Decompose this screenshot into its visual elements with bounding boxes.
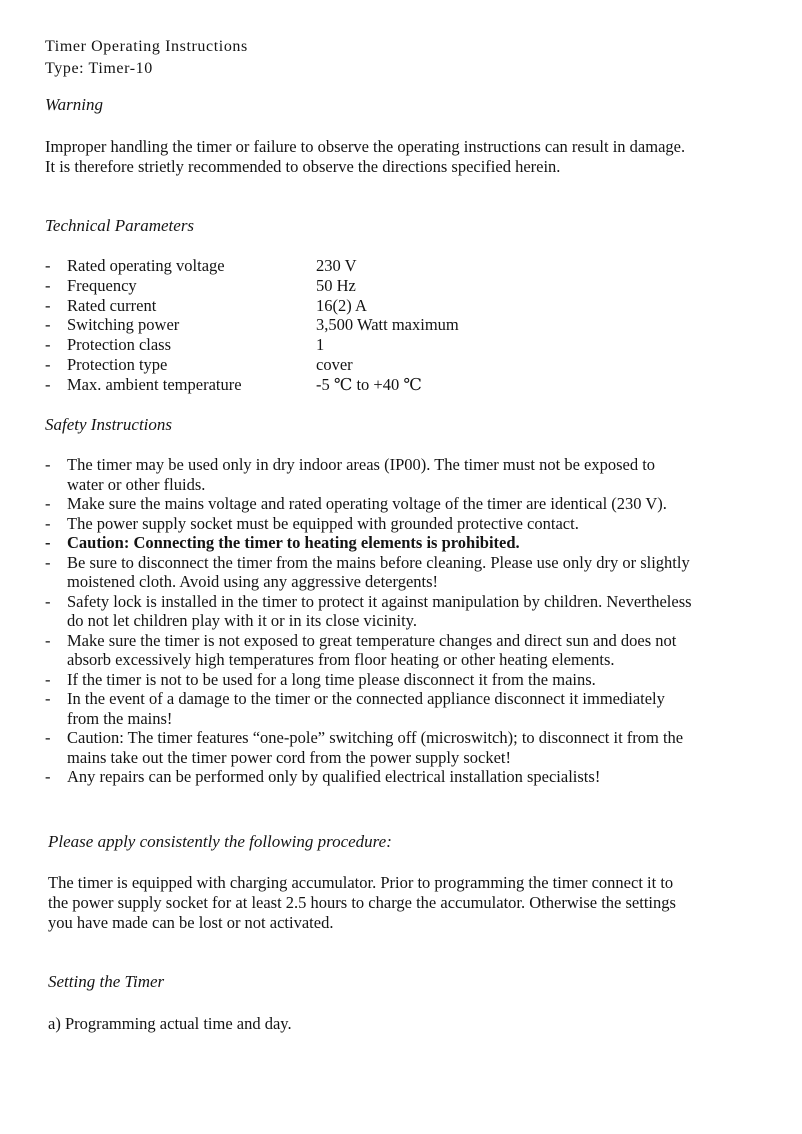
parameter-label: Protection type bbox=[67, 355, 168, 374]
setting-step-a: a) Programming actual time and day. bbox=[48, 1014, 292, 1033]
parameter-value: -5 ℃ to +40 ℃ bbox=[316, 375, 422, 394]
list-dash: - bbox=[45, 728, 51, 747]
list-dash: - bbox=[45, 552, 51, 572]
item-line: water or other fluids. bbox=[67, 474, 206, 494]
list-dash: - bbox=[45, 591, 51, 611]
procedure-text-line-2: the power supply socket for at least 2.5 hours to charge the accumulator. Otherwise the settings bbox=[48, 893, 676, 912]
list-dash: - bbox=[45, 315, 51, 334]
safety-instructions-list bbox=[45, 455, 775, 787]
list-dash: - bbox=[45, 256, 51, 275]
procedure-text-line-1: The timer is equipped with charging accumulator. Prior to programming the timer connect it to bbox=[48, 873, 674, 892]
item-line: absorb excessively high temperatures from floor heating or other heating elements. bbox=[67, 650, 615, 669]
item-line: Caution: The timer features “one-pole” switching off (microswitch); to disconnect it from the bbox=[67, 728, 684, 747]
item-line: Make sure the timer is not exposed to great temperature changes and direct sun and does not bbox=[67, 630, 677, 650]
item-line: The timer may be used only in dry indoor areas (IP00). The timer must not be exposed to bbox=[67, 455, 656, 474]
list-item bbox=[45, 767, 775, 787]
list-dash: - bbox=[45, 630, 51, 650]
list-dash: - bbox=[45, 355, 51, 374]
item-line: moistened cloth. Avoid using any aggressive detergents! bbox=[67, 572, 439, 591]
item-line: Make sure the mains voltage and rated operating voltage of the timer are identical (230 V). bbox=[67, 494, 667, 513]
warning-text-line-1: Improper handling the timer or failure to observe the operating instructions can result in damage. bbox=[45, 137, 686, 156]
parameter-value: cover bbox=[316, 355, 353, 374]
procedure-text-line-3: you have made can be lost or not activated. bbox=[48, 913, 334, 932]
list-item bbox=[45, 553, 775, 592]
item-line: Caution: Connecting the timer to heating elements is prohibited. bbox=[67, 533, 520, 552]
parameter-value: 230 V bbox=[316, 256, 357, 275]
list-item bbox=[45, 728, 775, 767]
list-dash: - bbox=[45, 689, 51, 708]
item-line: Be sure to disconnect the timer from the mains before cleaning. Please use only dry or slightly bbox=[67, 552, 690, 572]
setting-timer-heading: Setting the Timer bbox=[48, 972, 165, 991]
parameter-label: Switching power bbox=[67, 315, 180, 334]
parameter-label: Rated operating voltage bbox=[67, 256, 225, 275]
list-item bbox=[45, 514, 775, 534]
document-type: Type: Timer-10 bbox=[45, 60, 153, 77]
warning-text-line-2: It is therefore strietly recommended to observe the directions specified herein. bbox=[45, 157, 561, 176]
list-item-caution bbox=[45, 533, 775, 553]
item-line: do not let children play with it or in its close vicinity. bbox=[67, 611, 417, 630]
parameter-value: 16(2) A bbox=[316, 296, 367, 315]
list-dash: - bbox=[45, 767, 51, 786]
item-line: from the mains! bbox=[67, 708, 173, 728]
list-dash: - bbox=[45, 669, 51, 689]
parameter-label: Rated current bbox=[67, 296, 157, 315]
list-dash: - bbox=[45, 335, 51, 354]
list-dash: - bbox=[45, 276, 51, 295]
list-dash: - bbox=[45, 494, 51, 513]
item-line: Safety lock is installed in the timer to protect it against manipulation by children. Nevertheless bbox=[67, 591, 692, 611]
safety-instructions-heading: Safety Instructions bbox=[45, 415, 173, 434]
parameter-label: Protection class bbox=[67, 335, 172, 354]
list-dash: - bbox=[45, 455, 51, 474]
list-dash: - bbox=[45, 513, 51, 533]
list-item bbox=[45, 689, 775, 728]
warning-heading: Warning bbox=[45, 95, 103, 114]
list-item bbox=[45, 494, 775, 514]
list-item bbox=[45, 631, 775, 670]
parameter-value: 3,500 Watt maximum bbox=[316, 315, 459, 334]
document-title: Timer Operating Instructions bbox=[45, 38, 248, 55]
item-line: mains take out the timer power cord from the power supply socket! bbox=[67, 747, 512, 767]
list-item bbox=[45, 592, 775, 631]
list-item bbox=[45, 670, 775, 690]
item-line: Any repairs can be performed only by qualified electrical installation specialists! bbox=[67, 767, 601, 786]
parameter-label: Frequency bbox=[67, 276, 137, 295]
parameter-label: Max. ambient temperature bbox=[67, 375, 242, 394]
item-line: If the timer is not to be used for a long time please disconnect it from the mains. bbox=[67, 669, 596, 689]
list-dash: - bbox=[45, 296, 51, 315]
item-line: In the event of a damage to the timer or the connected appliance disconnect it immediately bbox=[67, 689, 665, 708]
list-item bbox=[45, 455, 775, 494]
parameter-value: 50 Hz bbox=[316, 276, 356, 295]
technical-parameters-heading: Technical Parameters bbox=[45, 216, 195, 235]
item-line: The power supply socket must be equipped with grounded protective contact. bbox=[67, 513, 579, 533]
procedure-heading: Please apply consistently the following procedure: bbox=[48, 832, 392, 851]
parameter-value: 1 bbox=[316, 335, 325, 354]
list-dash: - bbox=[45, 375, 51, 394]
list-dash: - bbox=[45, 533, 51, 552]
